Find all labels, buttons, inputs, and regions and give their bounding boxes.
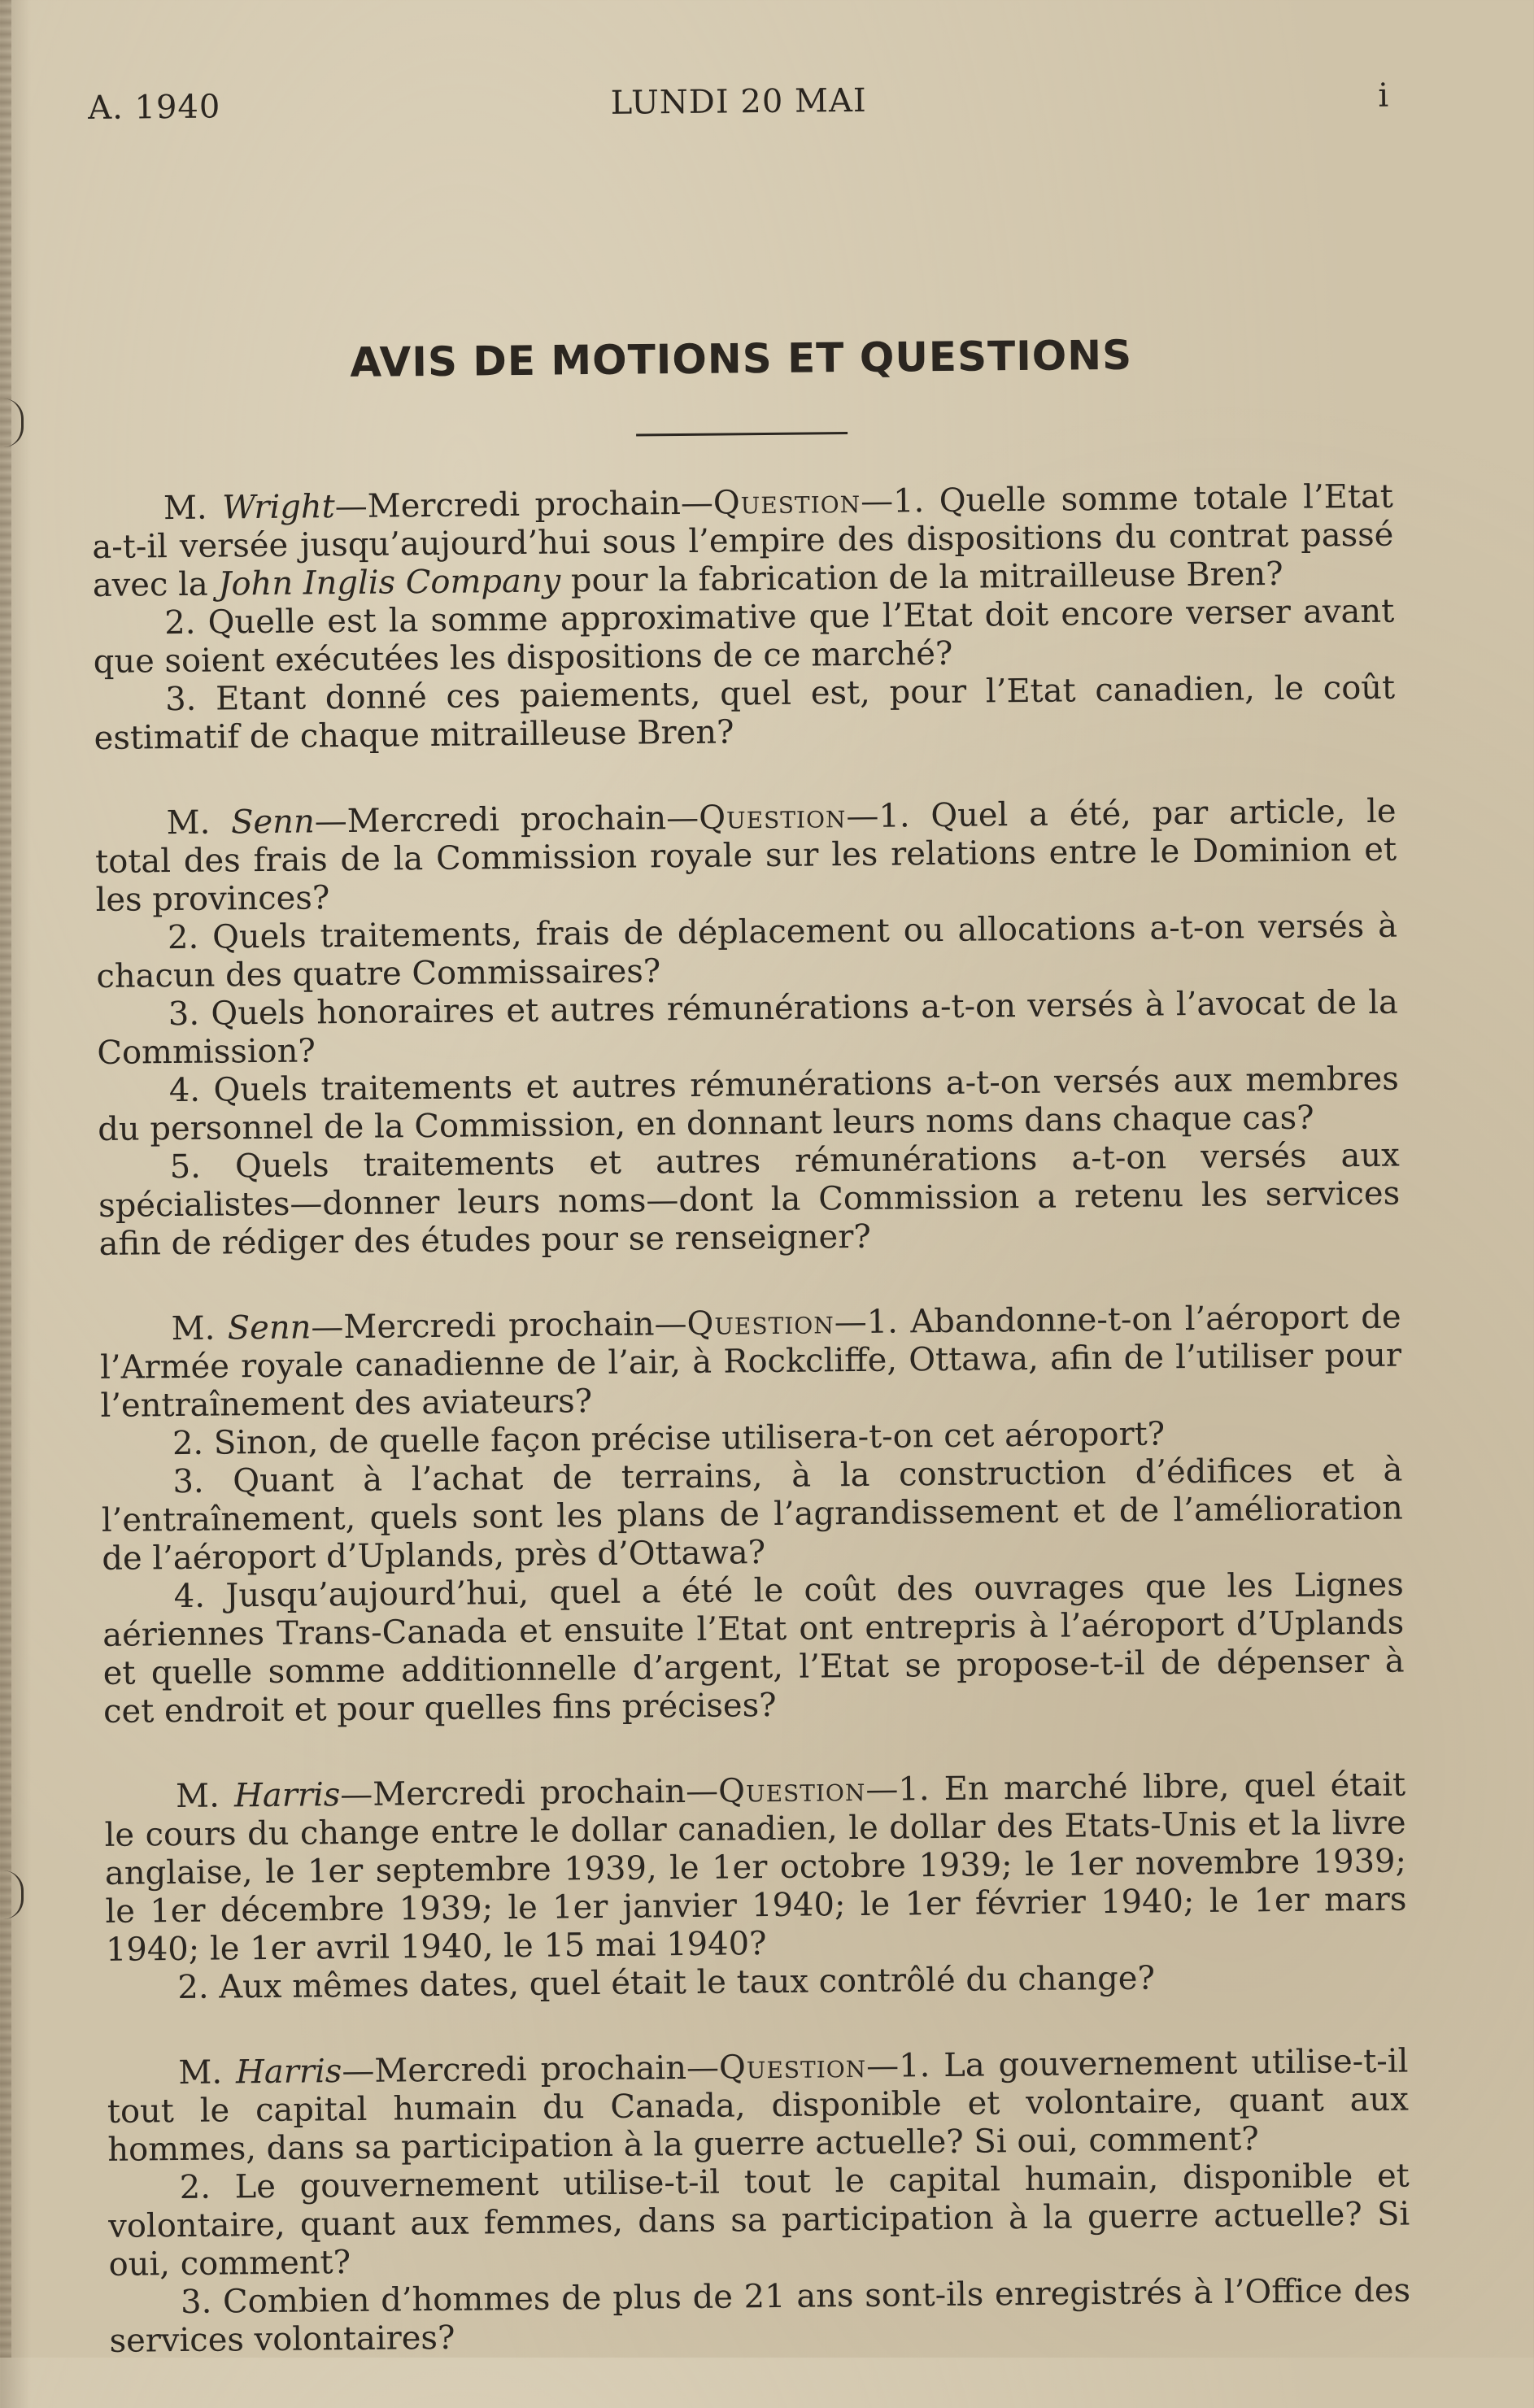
question-text: —1. En marché libre, quel était le cours du change entre le dollar canadien, le dollar des Etats-Unis et la livre anglaise, le 1er septembre 1939, le 1er octobre 1939; le 1er novembre 1939; le 1er décembre 1939; le 1er janvier 1940; le 1er février 1940; le 1er mars 1940; le 1er avril 1940, le 15 mai 1940?: [104, 1766, 1407, 1969]
question-paragraph: [97, 984, 1399, 1073]
running-head: [88, 77, 1390, 138]
question-notice: [107, 2043, 1411, 2361]
question-text: —1. La gouvernement utilise-t-il tout le capital humain du Canada, disponible et volontaire, quant aux hommes, dans sa participation à la guerre actuelle? Si oui, comment?: [107, 2042, 1410, 2169]
question-label: Question: [698, 798, 847, 837]
member-name: Senn: [230, 803, 315, 842]
member-prefix: M.: [163, 489, 223, 528]
question-text: —1. Quel a été, par article, le total des frais de la Commission royale sur les relations entre le Dominion et les provinces?: [94, 792, 1397, 919]
question-text: 5. Quels traitements et autres rémunérations a-t-on versés aux spécialistes—donner leurs noms—dont la Commission a retenu les services afin de rédiger des études pour se renseigner?: [98, 1136, 1401, 1263]
notice-date: —Mercredi prochain—: [340, 1772, 719, 1814]
question-paragraph: [108, 2158, 1410, 2284]
date-heading: LUNDI 20 MAI: [610, 81, 867, 122]
question-paragraph: [93, 593, 1395, 681]
question-text: 2. Le gouvernement utilise-t-il tout le capital humain, disponible et volontaire, quant aux femmes, dans sa participation à la guerre actuelle? Si oui, comment?: [108, 2157, 1410, 2284]
member-name: Senn: [227, 1309, 312, 1348]
question-label: Question: [713, 482, 861, 522]
question-paragraph: [101, 1452, 1403, 1578]
question-paragraph: [94, 793, 1397, 920]
question-paragraph: [96, 908, 1398, 996]
question-text: 3. Etant donné ces paiements, quel est, pour l’Etat canadien, le coût estimatif de chaque mitrailleuse Bren?: [94, 668, 1396, 757]
question-notice: [92, 478, 1396, 758]
notice-date: —Mercredi prochain—: [311, 1305, 687, 1347]
question-text: 3. Combien d’hommes de plus de 21 ans sont-ils enregistrés à l’Office des services volontaires?: [109, 2271, 1411, 2360]
question-notice: [99, 1299, 1405, 1731]
question-text: 2. Aux mêmes dates, quel était le taux contrôlé du change?: [177, 1959, 1156, 2007]
question-text: pour la fabrication de la mitrailleuse Bren?: [560, 555, 1283, 600]
margin-bracket-mark: [3, 1870, 24, 1919]
member-name: Harris: [233, 1776, 341, 1815]
question-text: —1. Quelle somme totale l’Etat a-t-il versée jusqu’aujourd’hui sous l’empire des dispositions du contrat passé avec la: [92, 477, 1394, 604]
question-label: Question: [717, 1770, 866, 1810]
member-name: Wright: [221, 488, 335, 527]
question-paragraph: [94, 669, 1396, 758]
notice-date: —Mercredi prochain—: [314, 799, 699, 841]
question-paragraph: [92, 478, 1394, 605]
question-paragraph: [99, 1299, 1401, 1426]
member-prefix: M.: [171, 1309, 228, 1348]
question-paragraph: [98, 1060, 1400, 1149]
member-prefix: M.: [175, 1777, 235, 1816]
question-text: 2. Quels traitements, frais de déplacement ou allocations a-t-on versés à chacun des quatre Commissaires?: [96, 907, 1398, 995]
question-paragraph: [109, 2272, 1411, 2361]
question-text: —1. Abandonne-t-on l’aéroport de l’Armée royale canadienne de l’air, à Rockcliffe, Ottawa, afin de l’utiliser pour l’entraînement des aviateurs?: [99, 1298, 1402, 1425]
margin-bracket-mark: [3, 398, 24, 447]
section-title: AVIS DE MOTIONS ET QUESTIONS: [350, 331, 1133, 386]
notice-date: —Mercredi prochain—: [342, 2049, 720, 2091]
notice-list: [92, 478, 1411, 2361]
question-paragraph: [107, 2043, 1409, 2170]
question-notice: [94, 793, 1400, 1264]
page-edge: [0, 0, 11, 2358]
question-notice: [104, 1766, 1408, 2008]
document-page: [88, 77, 1411, 2408]
title-rule: [636, 432, 848, 436]
member-name: Harris: [235, 2053, 342, 2092]
question-label: Question: [718, 2047, 867, 2087]
page-number: i: [1378, 76, 1390, 115]
company-name: John Inglis Company: [218, 562, 561, 603]
session-year: A. 1940: [88, 88, 221, 127]
question-paragraph: [104, 1766, 1407, 1970]
question-text: 2. Sinon, de quelle façon précise utilisera-t-on cet aéroport?: [172, 1415, 1166, 1463]
question-label: Question: [686, 1304, 835, 1343]
member-prefix: M.: [178, 2053, 237, 2092]
question-text: 3. Quant à l’achat de terrains, à la construction d’édifices et à l’entraînement, quels sont les plans de l’agrandissement et de l’amélioration de l’aéroport d’Uplands, près d’Ottawa?: [101, 1451, 1404, 1578]
notice-date: —Mercredi prochain—: [334, 484, 714, 526]
question-text: 2. Quelle est la somme approximative que l’Etat doit encore verser avant que soient exécutées les dispositions de ce marché?: [93, 592, 1395, 681]
question-paragraph: [98, 1137, 1401, 1264]
question-text: 3. Quels honoraires et autres rémunérations a-t-on versés à l’avocat de la Commission?: [97, 983, 1399, 1072]
question-paragraph: [102, 1566, 1405, 1731]
member-prefix: M.: [166, 803, 232, 843]
question-text: 4. Jusqu’aujourd’hui, quel a été le coût des ouvrages que les Lignes aériennes Trans-Canada et ensuite l’Etat ont entrepris à l’aéroport d’Uplands et quelle somme additionnelle d’argent, l’Etat se propose-t-il de dépenser à cet endroit et pour quelles fins précises?: [102, 1565, 1405, 1731]
question-text: 4. Quels traitements et autres rémunérations a-t-on versés aux membres du personnel de la Commission, en donnant leurs noms dans chaque cas?: [98, 1060, 1399, 1148]
